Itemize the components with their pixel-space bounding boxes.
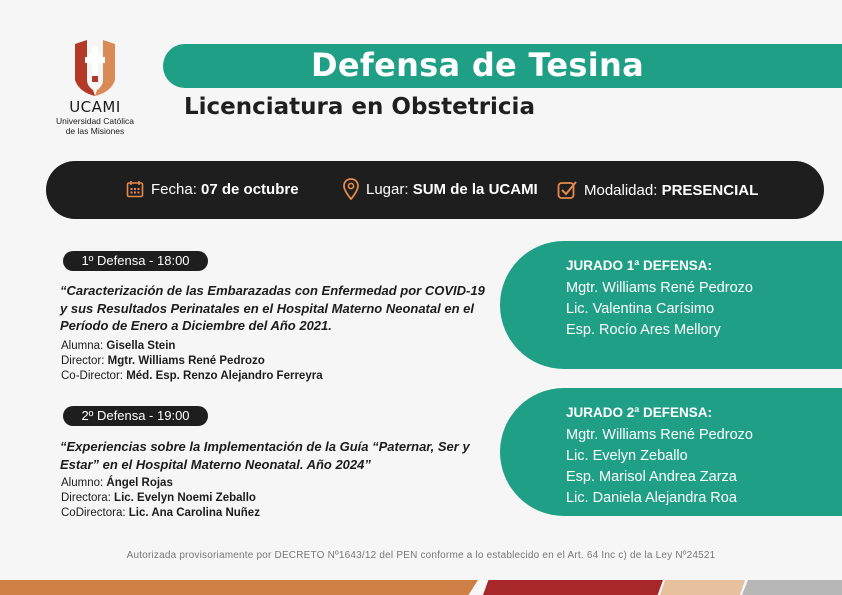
jury-member: Esp. Rocío Ares Mellory — [566, 322, 721, 338]
codirector-name: Lic. Ana Carolina Nuñez — [128, 507, 260, 519]
date-info — [126, 180, 299, 198]
ucami-logo — [40, 40, 150, 136]
director-name: Lic. Evelyn Noemi Zeballo — [114, 492, 256, 504]
ucami-emblem-icon — [75, 40, 115, 96]
codirector-row — [61, 369, 323, 384]
student-name: Gisella Stein — [106, 340, 176, 352]
legal-footer-note: Autorizada provisoriamente por DECRETO Nº1643/12 del PEN conforme a lo establecido en el Art. 64 Inc c) de la Ley Nº24521 — [126, 550, 716, 561]
footer-stripe — [660, 580, 745, 595]
defense-1-badge: 1º Defensa - 18:00 — [63, 251, 208, 271]
jury-1-title: JURADO 1ª DEFENSA: — [566, 258, 713, 273]
defense-2-badge: 2º Defensa - 19:00 — [63, 406, 208, 426]
jury-2-title: JURADO 2ª DEFENSA: — [566, 405, 713, 420]
student-row — [61, 476, 260, 491]
codirector-name: Méd. Esp. Renzo Alejandro Ferreyra — [126, 370, 323, 382]
codirector-label: Co-Director: — [61, 370, 127, 382]
jury-2-members — [566, 425, 753, 509]
jury-member: Esp. Marisol Andrea Zarza — [566, 469, 737, 485]
student-label: Alumna: — [61, 340, 107, 352]
jury-member: Mgtr. Williams René Pedrozo — [566, 427, 753, 443]
logo-subtitle-line-1: Universidad Católica — [56, 116, 134, 126]
defense-1-people — [61, 339, 323, 384]
mode-value: PRESENCIAL — [661, 181, 759, 199]
page-title: Defensa de Tesina — [311, 46, 644, 84]
jury-member: Mgtr. Williams René Pedrozo — [566, 280, 753, 296]
director-label: Directora: — [61, 492, 115, 504]
page-subtitle: Licenciatura en Obstetricia — [184, 94, 535, 120]
place-value: SUM de la UCAMI — [412, 180, 538, 198]
director-name: Mgtr. Williams René Pedrozo — [107, 355, 265, 367]
calendar-icon — [126, 180, 144, 198]
jury-1-panel — [500, 241, 842, 369]
place-info — [343, 178, 538, 200]
logo-subtitle-line-2: de las Misiones — [65, 126, 125, 136]
defense-2-thesis-title — [60, 438, 490, 473]
checkbox-icon — [557, 180, 577, 200]
director-row — [61, 354, 323, 369]
jury-member: Lic. Daniela Alejandra Roa — [566, 490, 737, 506]
codirector-label: CoDirectora: — [61, 507, 129, 519]
footer-stripe — [483, 580, 663, 595]
thesis-title-line: Período de Enero a Diciembre del Año 2021. — [60, 318, 332, 333]
logo-name: UCAMI — [69, 98, 121, 116]
jury-member: Lic. Evelyn Zeballo — [566, 448, 688, 464]
jury-2-panel — [500, 388, 842, 516]
thesis-title-line: y sus Resultados Perinatales en el Hospital Materno Neonatal en el — [60, 300, 474, 316]
mode-info — [557, 180, 758, 200]
jury-member: Lic. Valentina Carísimo — [566, 301, 715, 317]
title-banner — [163, 44, 842, 88]
place-label: Lugar: — [366, 180, 409, 198]
defense-2-people — [61, 476, 260, 521]
mode-label: Modalidad: — [584, 181, 658, 199]
thesis-title-line: Estar” en el Hospital Materno Neonatal. Año 2024” — [60, 456, 371, 472]
event-info-bar — [46, 161, 824, 219]
student-name: Ángel Rojas — [106, 477, 173, 489]
date-label: Fecha: — [151, 180, 197, 198]
thesis-title-line: “Experiencias sobre la Implementación de la Guía “Paternar, Ser y — [60, 439, 470, 454]
jury-1-members — [566, 278, 753, 341]
date-value: 07 de octubre — [201, 180, 299, 198]
director-label: Director: — [61, 355, 108, 367]
footer-stripe — [0, 580, 478, 595]
student-label: Alumno: — [61, 477, 107, 489]
defense-1-thesis-title — [60, 282, 490, 335]
thesis-title-line: “Caracterización de las Embarazadas con Enfermedad por COVID-19 — [60, 283, 485, 298]
codirector-row — [61, 506, 260, 521]
footer-stripe — [742, 580, 842, 595]
student-row — [61, 339, 323, 354]
location-pin-icon — [343, 178, 359, 200]
director-row — [61, 491, 260, 506]
